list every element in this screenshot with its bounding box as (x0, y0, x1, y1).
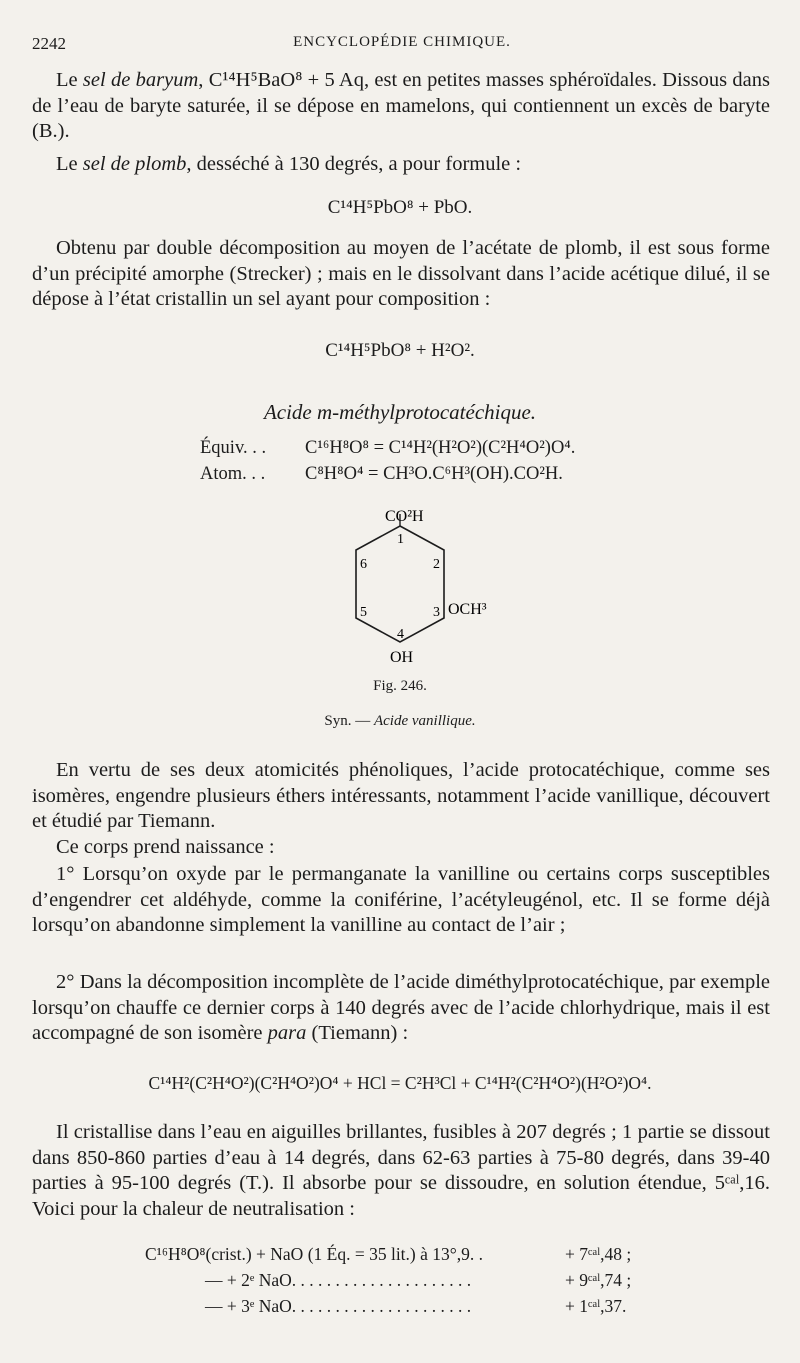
running-title: ENCYCLOPÉDIE CHIMIQUE. (293, 34, 511, 50)
term-sel-plomb: sel de plomb (82, 153, 187, 175)
benzene-ring-figure (330, 500, 510, 680)
group-och3: OCH³ (448, 601, 487, 618)
synonym-prefix: Syn. — (324, 713, 374, 729)
thermo-row-3-left: — + 3ᵉ NaO. . . . . . . . . . . . . . . . . . . . . (205, 1296, 472, 1316)
thermo-row-2-left: — + 2ᵉ NaO. . . . . . . . . . . . . . . . . . . . . (205, 1270, 472, 1290)
position-3: 3 (433, 605, 440, 620)
paragraph-2 (32, 970, 770, 1047)
formula-reaction: C¹⁴H²(C²H⁴O²)(C²H⁴O²)O⁴ + HCl = C²H³Cl + C¹⁴H²(C²H⁴O²)(H²O²)O⁴. (148, 1073, 652, 1093)
paragraph-cristallise: Il cristallise dans l’eau en aiguilles brillantes, fusibles à 207 degrés ; 1 partie se dissout dans 850-860 parties d’eau à 14 degrés, dans 62-63 parties à 75-80 degrés, dans 39-40 parties à 95-100 degrés (T.). Il absorbe pour se dissoudre, en solution étendue, 5ᶜᵃˡ,16. Voici pour la chaleur de neutralisation : (32, 1121, 770, 1220)
group-co2h: CO²H (385, 508, 424, 525)
formula-h2o2: C¹⁴H⁵PbO⁸ + H²O². (325, 340, 475, 361)
figure-caption: Fig. 246. (373, 678, 427, 694)
position-5: 5 (360, 605, 367, 620)
page-number: 2242 (32, 34, 66, 53)
atom-label: Atom. . . (200, 464, 266, 484)
equiv-formula: C¹⁶H⁸O⁸ = C¹⁴H²(H²O²)(C²H⁴O²)O⁴. (305, 438, 576, 458)
paragraph-vertu: En vertu de ses deux atomicités phénoliques, l’acide protocatéchique, comme ses isomères, engendre plusieurs éthers intéressants, notamment l’acide vanillique, découvert et étudié par Tiemann. (32, 759, 770, 832)
equiv-label: Équiv. . . (200, 438, 267, 458)
atom-formula: C⁸H⁸O⁴ = CH³O.C⁶H³(OH).CO²H. (305, 464, 563, 484)
paragraph-sel-plomb (32, 152, 770, 178)
body-text: , C¹⁴H⁵BaO⁸ + 5 Aq, est en petites masses sphéroïdales. Dissous dans de l’eau de baryte saturée, il se dépose en mamelons, qui contiennent un excès de baryte (B.). (32, 69, 770, 142)
paragraph-obtenu: Obtenu par double décomposition au moyen de l’acétate de plomb, il est sous forme d’un précipité amorphe (Strecker) ; mais en le dissolvant dans l’acide acétique dilué, il se dépose à l’état cristallin un sel ayant pour composition : (32, 237, 770, 310)
thermo-row-3-right: + 1ᶜᵃˡ,37. (565, 1296, 627, 1316)
paragraph-1: 1° Lorsqu’on oxyde par le permanganate la vanilline ou certains corps susceptibles d’engendrer cet aldéhyde, comme la coniférine, l’acétyleugénol, etc. Il se forme déjà lorsqu’on abandonne simplement la vanilline au contact de l’air ; (32, 863, 770, 936)
term-para: para (267, 1022, 307, 1044)
body-tail: (Tiemann) : (306, 1022, 409, 1044)
running-header (32, 34, 772, 56)
term-sel-baryum: sel de baryum (82, 69, 199, 91)
paragraph-corps: Ce corps prend naissance : (56, 836, 275, 858)
thermo-row-1-right: + 7ᶜᵃˡ,48 ; (565, 1244, 632, 1264)
group-oh: OH (390, 649, 414, 666)
formula-pbo: C¹⁴H⁵PbO⁸ + PbO. (327, 197, 473, 218)
synonym-line (0, 713, 800, 730)
lead-text: Le (56, 153, 83, 175)
position-4: 4 (397, 627, 404, 642)
position-1: 1 (397, 532, 404, 547)
paragraph-sel-baryum (32, 68, 770, 145)
section-heading: Acide m-méthylprotocatéchique. (263, 400, 537, 424)
body-text: 2° Dans la décomposition incomplète de l’acide diméthylprotocatéchique, par exemple lorsqu’on chauffe ce dernier corps à 140 degrés avec de l’acide chlorhydrique, mais il est accompagné de son isomère (32, 971, 770, 1044)
position-6: 6 (360, 557, 367, 572)
position-2: 2 (433, 557, 440, 572)
lead-text: Le (56, 69, 83, 91)
thermo-row-2-right: + 9ᶜᵃˡ,74 ; (565, 1270, 632, 1290)
thermo-row-1-left: C¹⁶H⁸O⁸(crist.) + NaO (1 Éq. = 35 lit.) à 13°,9. . (145, 1244, 484, 1264)
body-text: , desséché à 130 degrés, a pour formule : (186, 153, 522, 175)
synonym-name: Acide vanillique. (373, 713, 476, 729)
